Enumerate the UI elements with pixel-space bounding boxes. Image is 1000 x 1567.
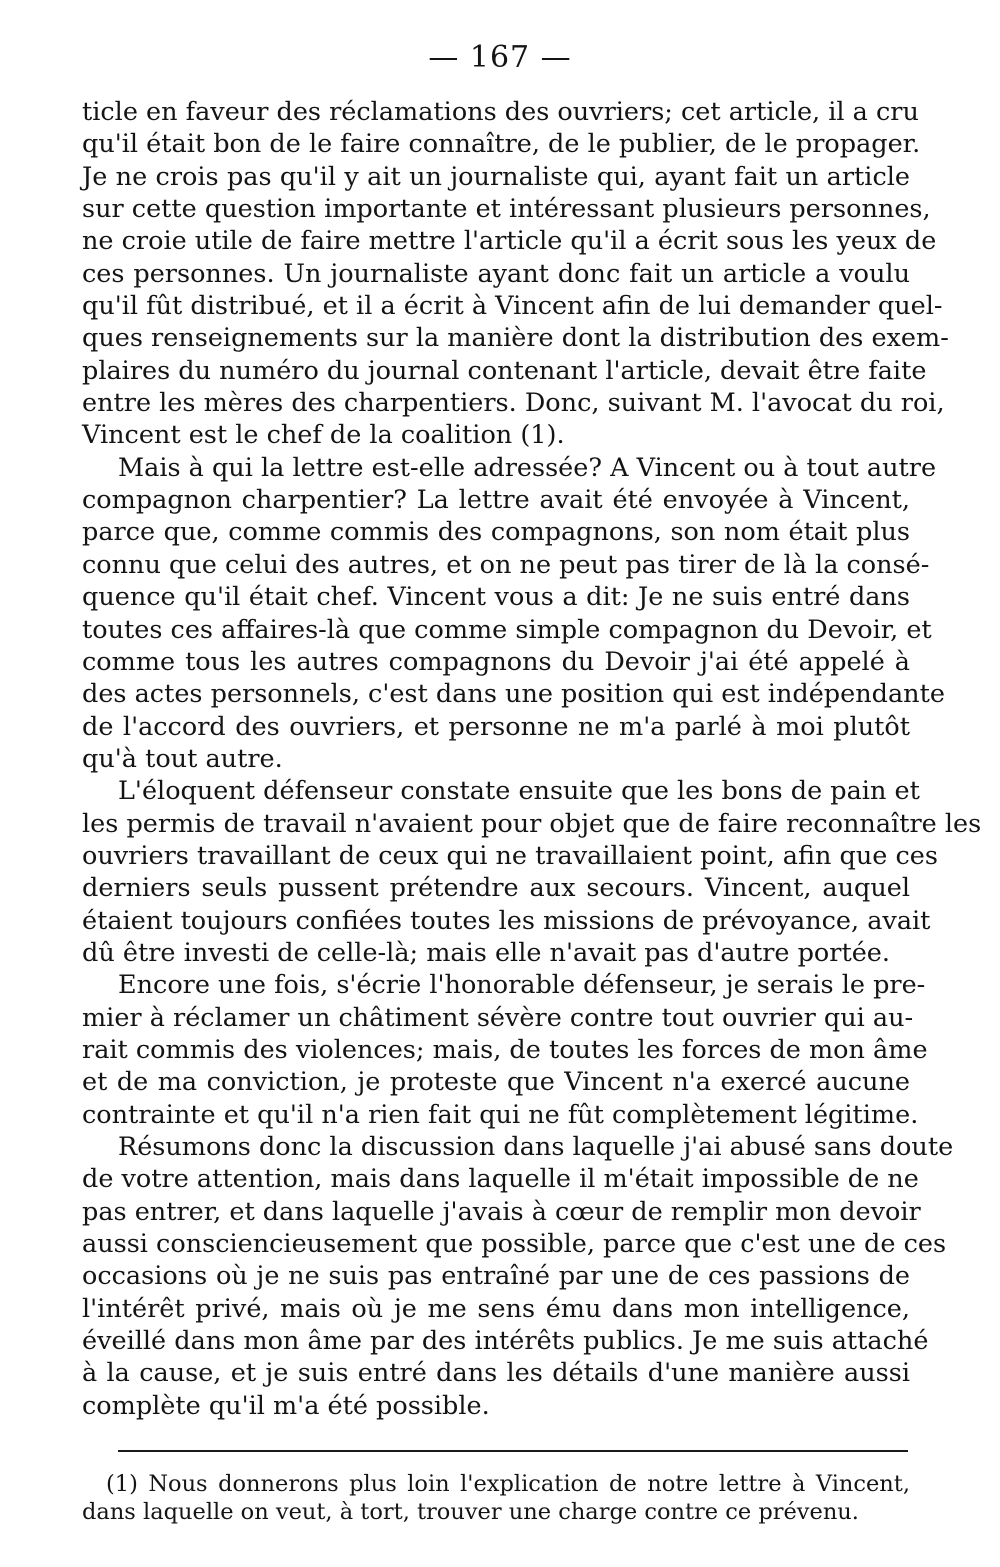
footnote-divider [118,1450,908,1452]
text-line: Vincent est le chef de la coalition (1). [82,420,565,451]
footnote-line: (1) Nous donnerons plus loin l'explication de notre lettre à Vincent, [106,1471,910,1497]
text-line: rait commis des violences; mais, de toutes les forces de mon âme [82,1034,928,1065]
text-line: Résumons donc la discussion dans laquelle j'ai abusé sans doute [118,1132,954,1162]
paragraph [82,96,949,452]
text-line: de votre attention, mais dans laquelle il m'était impossible de ne [82,1164,919,1195]
text-line: compagnon charpentier? La lettre avait été envoyée à Vincent, [82,485,910,516]
text-line: complète qu'il m'a été possible. [82,1390,490,1421]
text-line: ouvriers travaillant de ceux qui ne travaillaient point, afin que ces [82,840,938,871]
text-line: l'intérêt privé, mais où je me sens ému dans mon intelligence, [82,1293,910,1324]
text-line: toutes ces affaires-là que comme simple compagnon du Devoir, et [82,614,932,645]
text-line: à la cause, et je suis entré dans les détails d'une manière aussi [82,1358,910,1389]
footnote-line: dans laquelle on veut, à tort, trouver une charge contre ce prévenu. [82,1499,859,1525]
text-line: dû être investi de celle-là; mais elle n'avait pas d'autre portée. [82,937,891,968]
text-line: ne croie utile de faire mettre l'article qu'il a écrit sous les yeux de [82,226,937,257]
text-line: entre les mères des charpentiers. Donc, suivant M. l'avocat du roi, [82,388,945,419]
text-line: Encore une fois, s'écrie l'honorable défenseur, je serais le pre- [118,970,926,1001]
text-line: étaient toujours confiées toutes les missions de prévoyance, avait [82,905,931,936]
text-line: sur cette question importante et intéressant plusieurs personnes, [82,194,931,225]
text-line: mier à réclamer un châtiment sévère contre tout ouvrier qui au- [82,1002,914,1033]
text-line: contrainte et qu'il n'a rien fait qui ne fût complètement légitime. [82,1099,919,1130]
text-line: les permis de travail n'avaient pour objet que de faire reconnaître les [82,808,982,839]
paragraph [82,969,928,1131]
text-line: parce que, comme commis des compagnons, son nom était plus [82,517,910,548]
text-line: aussi consciencieusement que possible, parce que c'est une de ces [82,1229,947,1260]
text-line: Mais à qui la lettre est-elle adressée? A Vincent ou à tout autre [118,452,937,483]
text-line: des actes personnels, c'est dans une position qui est indépendante [82,679,945,710]
text-line: Je ne crois pas qu'il y ait un journaliste qui, ayant fait un article [82,161,910,192]
body-text [82,96,982,1422]
text-line: éveillé dans mon âme par des intérêts publics. Je me suis attaché [82,1326,929,1357]
paragraph [82,775,982,969]
text-line: qu'il fût distribué, et il a écrit à Vincent afin de lui demander quel- [82,291,943,322]
paragraph [82,1131,954,1422]
page-number: — 167 — [428,40,572,75]
text-line: et de ma conviction, je proteste que Vincent n'a exercé aucune [82,1067,910,1098]
text-line: qu'à tout autre. [82,743,283,774]
text-line: quence qu'il était chef. Vincent vous a dit: Je ne suis entré dans [82,582,910,613]
text-line: plaires du numéro du journal contenant l'article, devait être faite [82,355,927,386]
text-line: qu'il était bon de le faire connaître, de le publier, de le propager. [82,129,921,160]
text-line: ces personnes. Un journaliste ayant donc fait un article a voulu [82,258,910,289]
text-line: ticle en faveur des réclamations des ouvriers; cet article, il a cru [82,97,919,127]
text-line: de l'accord des ouvriers, et personne ne m'a parlé à moi plutôt [82,711,910,742]
text-line: pas entrer, et dans laquelle j'avais à cœur de remplir mon devoir [82,1196,921,1227]
text-line: derniers seuls pussent prétendre aux secours. Vincent, auquel [82,873,910,904]
text-line: L'éloquent défenseur constate ensuite que les bons de pain et [118,776,920,807]
text-line: comme tous les autres compagnons du Devoir j'ai été appelé à [82,646,910,677]
footnote [82,1470,910,1526]
text-line: connu que celui des autres, et on ne peut pas tirer de là la consé- [82,549,930,580]
text-line: occasions où je ne suis pas entraîné par une de ces passions de [82,1261,910,1292]
text-line: ques renseignements sur la manière dont la distribution des exem- [82,323,949,354]
paragraph [82,452,945,775]
